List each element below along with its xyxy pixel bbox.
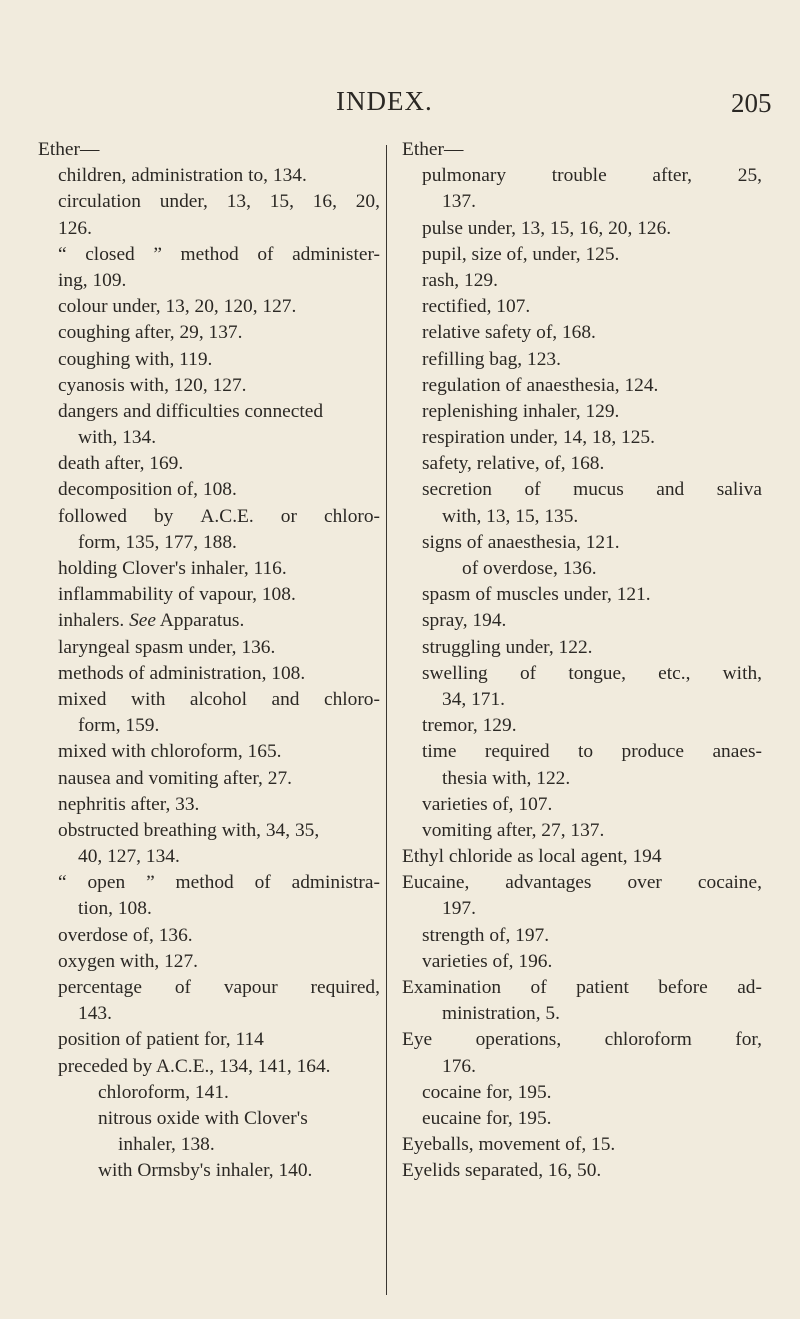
index-entry: signs of anaesthesia, 121. (422, 531, 620, 553)
index-entry: preceded by A.C.E., 134, 141, 164. (58, 1055, 331, 1077)
index-entry: 197. (442, 898, 476, 920)
index-entry: 34, 171. (442, 688, 506, 710)
page-number: 205 (731, 88, 772, 118)
index-entry: pulse under, 13, 15, 16, 20, 126. (422, 217, 672, 239)
index-entry: decomposition of, 108. (58, 479, 237, 501)
column-divider (386, 145, 387, 1295)
index-entry: mixed with alcohol and chloro- (58, 688, 380, 710)
index-column-right (402, 137, 762, 1185)
index-entry: mixed with chloroform, 165. (58, 741, 282, 763)
index-entry: coughing after, 29, 137. (58, 322, 243, 344)
index-entry: thesia with, 122. (442, 767, 571, 789)
index-entry: Ether— (402, 139, 464, 160)
index-entry: chloroform, 141. (98, 1081, 229, 1103)
index-entry: death after, 169. (58, 453, 184, 475)
index-entry: colour under, 13, 20, 120, 127. (58, 296, 297, 318)
index-entry: coughing with, 119. (58, 348, 213, 370)
index-entry: Examination of patient before ad- (402, 977, 762, 998)
index-entry: vomiting after, 27, 137. (422, 819, 605, 841)
index-column-left (38, 137, 380, 1185)
index-entry: secretion of mucus and saliva (422, 479, 762, 501)
index-entry: 137. (442, 191, 476, 213)
index-entry: overdose of, 136. (58, 924, 193, 946)
index-entry: “ open ” method of administra- (58, 872, 380, 894)
page-header (0, 86, 800, 126)
index-entry: inflammability of vapour, 108. (58, 584, 296, 606)
index-entry: percentage of vapour required, (58, 977, 380, 998)
index-entry: cocaine for, 195. (422, 1081, 552, 1103)
index-entry: respiration under, 14, 18, 125. (422, 427, 655, 449)
index-entry: 40, 127, 134. (78, 846, 180, 868)
index-entry: ministration, 5. (442, 1003, 560, 1025)
index-entry: regulation of anaesthesia, 124. (422, 374, 659, 396)
index-entry: varieties of, 107. (422, 793, 553, 815)
index-entry: Ethyl chloride as local agent, 194 (402, 846, 662, 868)
index-entry: tion, 108. (78, 898, 152, 920)
index-entry: time required to produce anaes- (422, 741, 762, 763)
index-entry: pupil, size of, under, 125. (422, 243, 620, 265)
index-entry: relative safety of, 168. (422, 322, 596, 344)
index-entry: “ closed ” method of administer- (58, 243, 380, 265)
index-entry: oxygen with, 127. (58, 950, 199, 972)
index-entry: cyanosis with, 120, 127. (58, 374, 247, 396)
index-entry: rectified, 107. (422, 296, 531, 318)
index-entry: laryngeal spasm under, 136. (58, 636, 276, 658)
index-entry: inhaler, 138. (118, 1134, 215, 1156)
index-entry: Eyeballs, movement of, 15. (402, 1134, 616, 1156)
index-entry: nitrous oxide with Clover's (98, 1107, 308, 1129)
index-entry: nausea and vomiting after, 27. (58, 767, 292, 789)
index-entry: form, 159. (78, 715, 160, 737)
index-entry: eucaine for, 195. (422, 1107, 552, 1129)
index-entry: followed by A.C.E. or chloro- (58, 505, 380, 527)
index-entry: spasm of muscles under, 121. (422, 584, 651, 606)
index-entry: safety, relative, of, 168. (422, 453, 605, 475)
index-entry: Eucaine, advantages over cocaine, (402, 872, 762, 894)
index-entry: ing, 109. (58, 269, 127, 291)
index-entry: dangers and difficulties connected (58, 400, 324, 422)
index-entry: tremor, 129. (422, 715, 517, 737)
index-entry: inhalers. See Apparatus. (58, 610, 245, 632)
index-entry: nephritis after, 33. (58, 793, 200, 815)
index-entry: Eyelids separated, 16, 50. (402, 1160, 602, 1182)
index-entry: holding Clover's inhaler, 116. (58, 558, 287, 579)
index-entry: with, 134. (78, 427, 157, 449)
index-entry: refilling bag, 123. (422, 348, 561, 370)
index-entry: with, 13, 15, 135. (442, 505, 579, 527)
index-entry: Eye operations, chloroform for, (402, 1029, 762, 1051)
index-entry: children, administration to, 134. (58, 165, 307, 187)
index-entry: strength of, 197. (422, 924, 550, 946)
index-entry: swelling of tongue, etc., with, (422, 662, 762, 684)
index-entry: methods of administration, 108. (58, 662, 306, 684)
index-entry: Ether— (38, 139, 100, 160)
index-entry: with Ormsby's inhaler, 140. (98, 1160, 313, 1182)
index-entry: struggling under, 122. (422, 636, 593, 658)
index-entry: of overdose, 136. (462, 558, 597, 579)
index-entry: spray, 194. (422, 610, 507, 632)
index-entry: 176. (442, 1055, 476, 1077)
index-entry: position of patient for, 114 (58, 1029, 264, 1051)
index-entry: 143. (78, 1003, 112, 1025)
index-entry: pulmonary trouble after, 25, (422, 165, 762, 187)
index-entry: varieties of, 196. (422, 950, 553, 972)
index-entry: 126. (58, 217, 92, 239)
index-entry: rash, 129. (422, 269, 498, 291)
index-entry: replenishing inhaler, 129. (422, 400, 620, 422)
index-entry: form, 135, 177, 188. (78, 531, 237, 553)
index-entry: circulation under, 13, 15, 16, 20, (58, 191, 380, 213)
index-entry: obstructed breathing with, 34, 35, (58, 819, 320, 841)
running-title: INDEX. (336, 86, 433, 116)
